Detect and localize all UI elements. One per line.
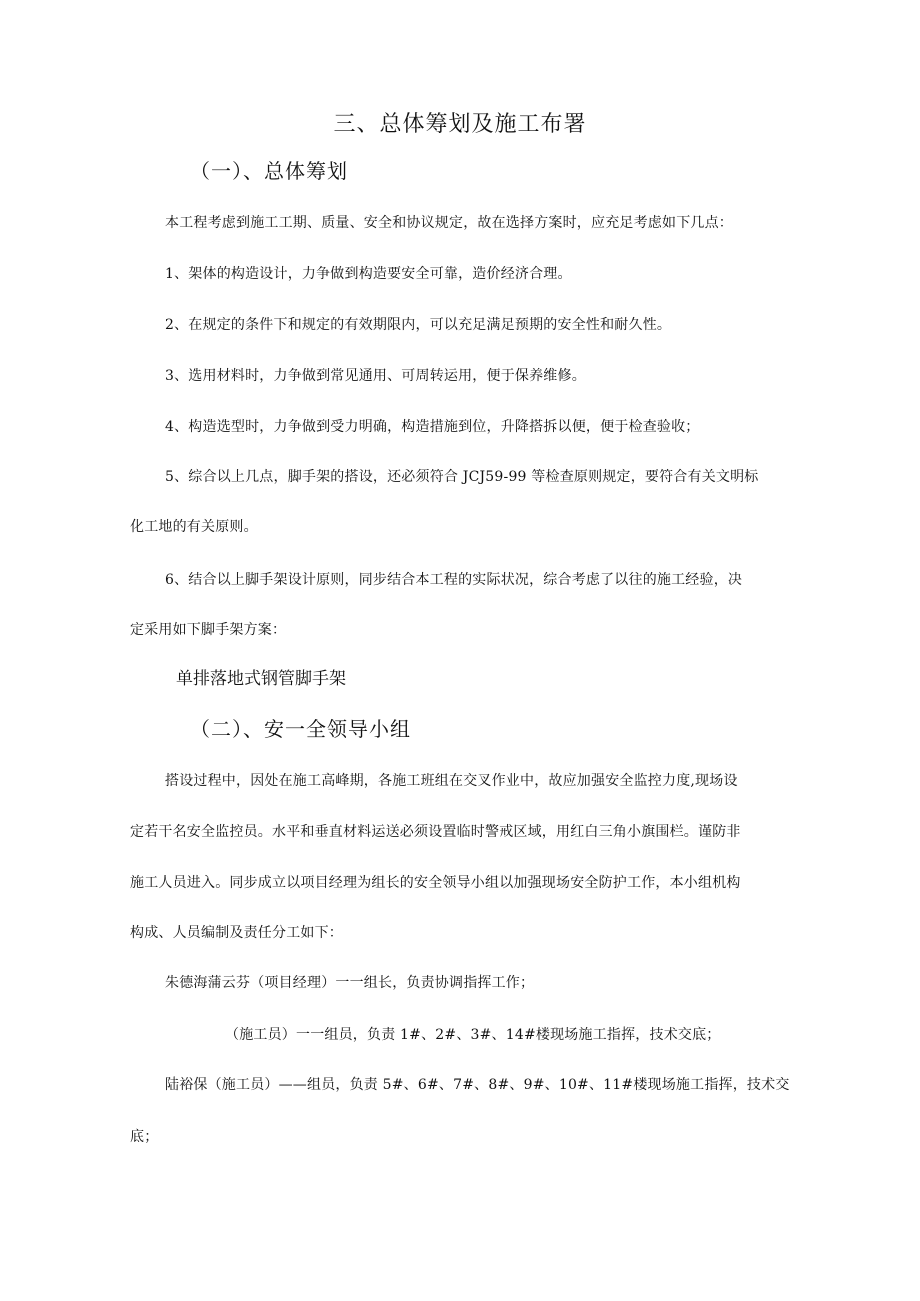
member-2: （施工员）一一组员，负责 1#、2#、3#、14#楼现场施工指挥，技术交底； — [225, 1027, 721, 1043]
list-item-6-line1: 6、结合以上脚手架设计原则，同步结合本工程的实际状况，综合考虑了以往的施工经验，决 — [165, 572, 743, 588]
list-item-1: 1、架体的构造设计，力争做到构造要安全可靠，造价经济合理。 — [165, 266, 572, 282]
section2-para-line4: 构成、人员编制及责任分工如下： — [130, 925, 343, 941]
section2-para-line3: 施工人员进入。同步成立以项目经理为组长的安全领导小组以加强现场安全防护工作，本小组机构 — [130, 875, 741, 891]
section2-heading: （二）、安一全领导小组 — [190, 717, 411, 741]
list-item-5-line2: 化工地的有关原则。 — [130, 519, 258, 535]
list-item-3: 3、选用材料时，力争做到常见通用、可周转运用，便于保养维修。 — [165, 368, 586, 384]
section2-para-line2: 定若干名安全监控员。水平和垂直材料运送必须设置临时警戒区域，用红白三角小旗围栏。谨防非 — [130, 824, 741, 840]
member-3-line1: 陆裕保（施工员）——组员，负责 5#、6#、7#、8#、9#、10#、11#楼现场施工指挥，技术交 — [165, 1077, 790, 1093]
list-item-5-line1: 5、综合以上几点，脚手架的搭设，还必须符合 JCJ59-99 等检查原则规定，要符合有关文明标 — [165, 469, 759, 485]
list-item-2: 2、在规定的条件下和规定的有效期限内，可以充足满足预期的安全性和耐久性。 — [165, 317, 672, 333]
section1-intro: 本工程考虑到施工工期、质量、安全和协议规定，故在选择方案时，应充足考虑如下几点： — [165, 215, 733, 231]
member-3-line2: 底； — [130, 1129, 159, 1145]
list-item-6-line2: 定采用如下脚手架方案： — [130, 622, 287, 638]
section2-para-line1: 搭设过程中，因处在施工高峰期，各施工班组在交叉作业中，故应加强安全监控力度,现场设 — [165, 773, 738, 789]
list-item-4: 4、构造选型时，力争做到受力明确，构造措施到位，升降搭拆以便，便于检查验收； — [165, 419, 700, 435]
scheme-name: 单排落地式钢管脚手架 — [176, 669, 346, 689]
member-1: 朱德海蒲云芬（项目经理）一一组长，负责协调指挥工作； — [165, 975, 535, 991]
page-title: 三、总体筹划及施工布署 — [333, 112, 587, 137]
section1-heading: （一）、总体筹划 — [190, 159, 348, 183]
